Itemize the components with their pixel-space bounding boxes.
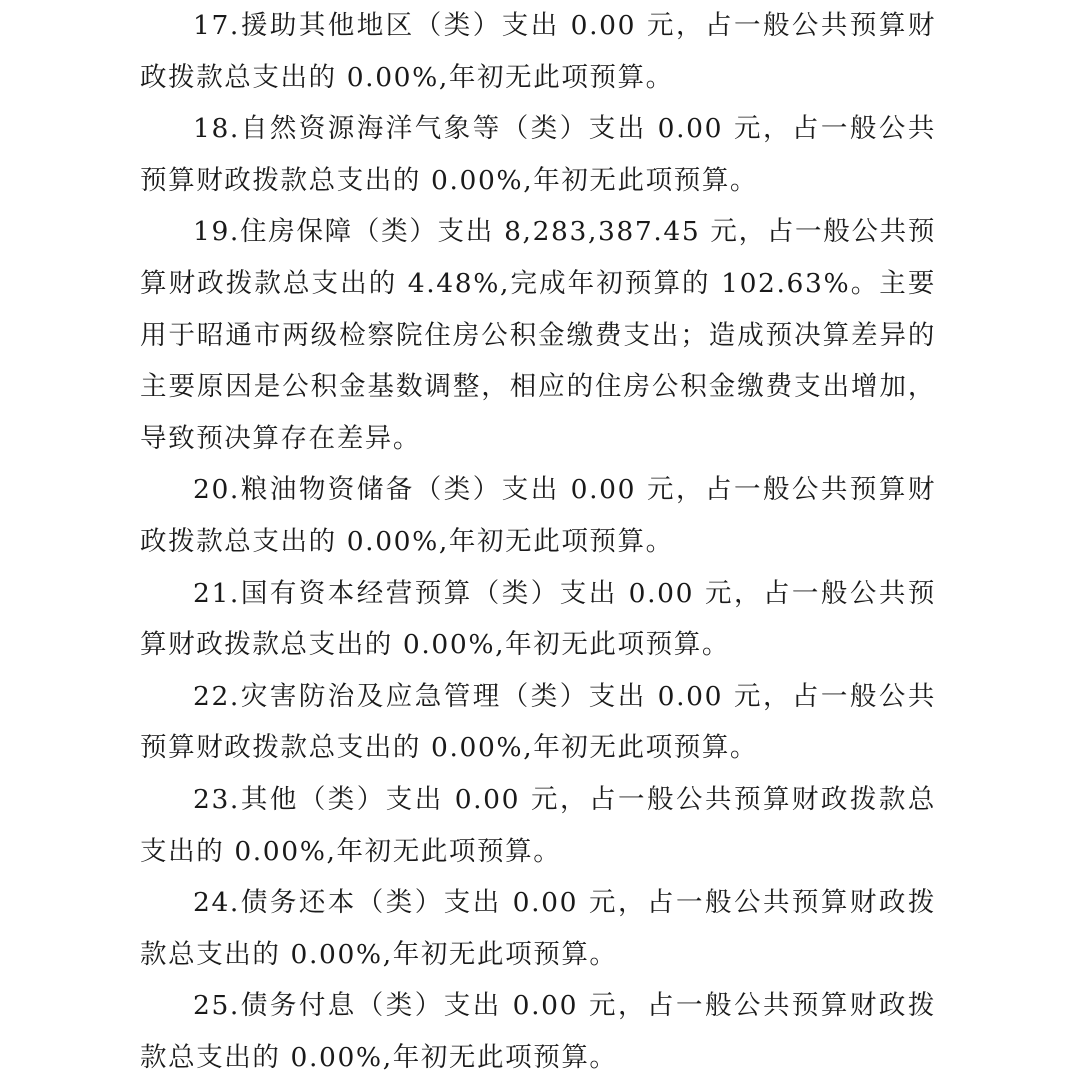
paragraph-item-18: 18.自然资源海洋气象等（类）支出 0.00 元，占一般公共预算财政拨款总支出的 0.00%,年初无此项预算。 [140,113,936,196]
document-body [140,0,936,1083]
paragraph-item-25: 25.债务付息（类）支出 0.00 元，占一般公共预算财政拨款总支出的 0.00%,年初无此项预算。 [140,990,936,1073]
paragraph-item-22: 22.灾害防治及应急管理（类）支出 0.00 元，占一般公共预算财政拨款总支出的 0.00%,年初无此项预算。 [140,680,936,764]
paragraph-item-17: 17.援助其他地区（类）支出 0.00 元，占一般公共预算财政拨款总支出的 0.00%,年初无此项预算。 [140,10,936,93]
paragraph-item-21: 21.国有资本经营预算（类）支出 0.00 元，占一般公共预算财政拨款总支出的 0.00%,年初无此项预算。 [140,577,936,661]
paragraph-item-19: 19.住房保障（类）支出 8,283,387.45 元，占一般公共预算财政拨款总支出的 4.48%,完成年初预算的 102.63%。主要用于昭通市两级检察院住房公积金缴费支出；造成预决算差异的主要原因是公积金基数调整，相应的住房公积金缴费支出增加，导致预决算存在差异。 [140,216,936,454]
paragraph-item-23: 23.其他（类）支出 0.00 元，占一般公共预算财政拨款总支出的 0.00%,年初无此项预算。 [140,783,936,867]
paragraph-item-20: 20.粮油物资储备（类）支出 0.00 元，占一般公共预算财政拨款总支出的 0.00%,年初无此项预算。 [140,474,936,557]
paragraph-item-24: 24.债务还本（类）支出 0.00 元，占一般公共预算财政拨款总支出的 0.00%,年初无此项预算。 [140,887,936,970]
